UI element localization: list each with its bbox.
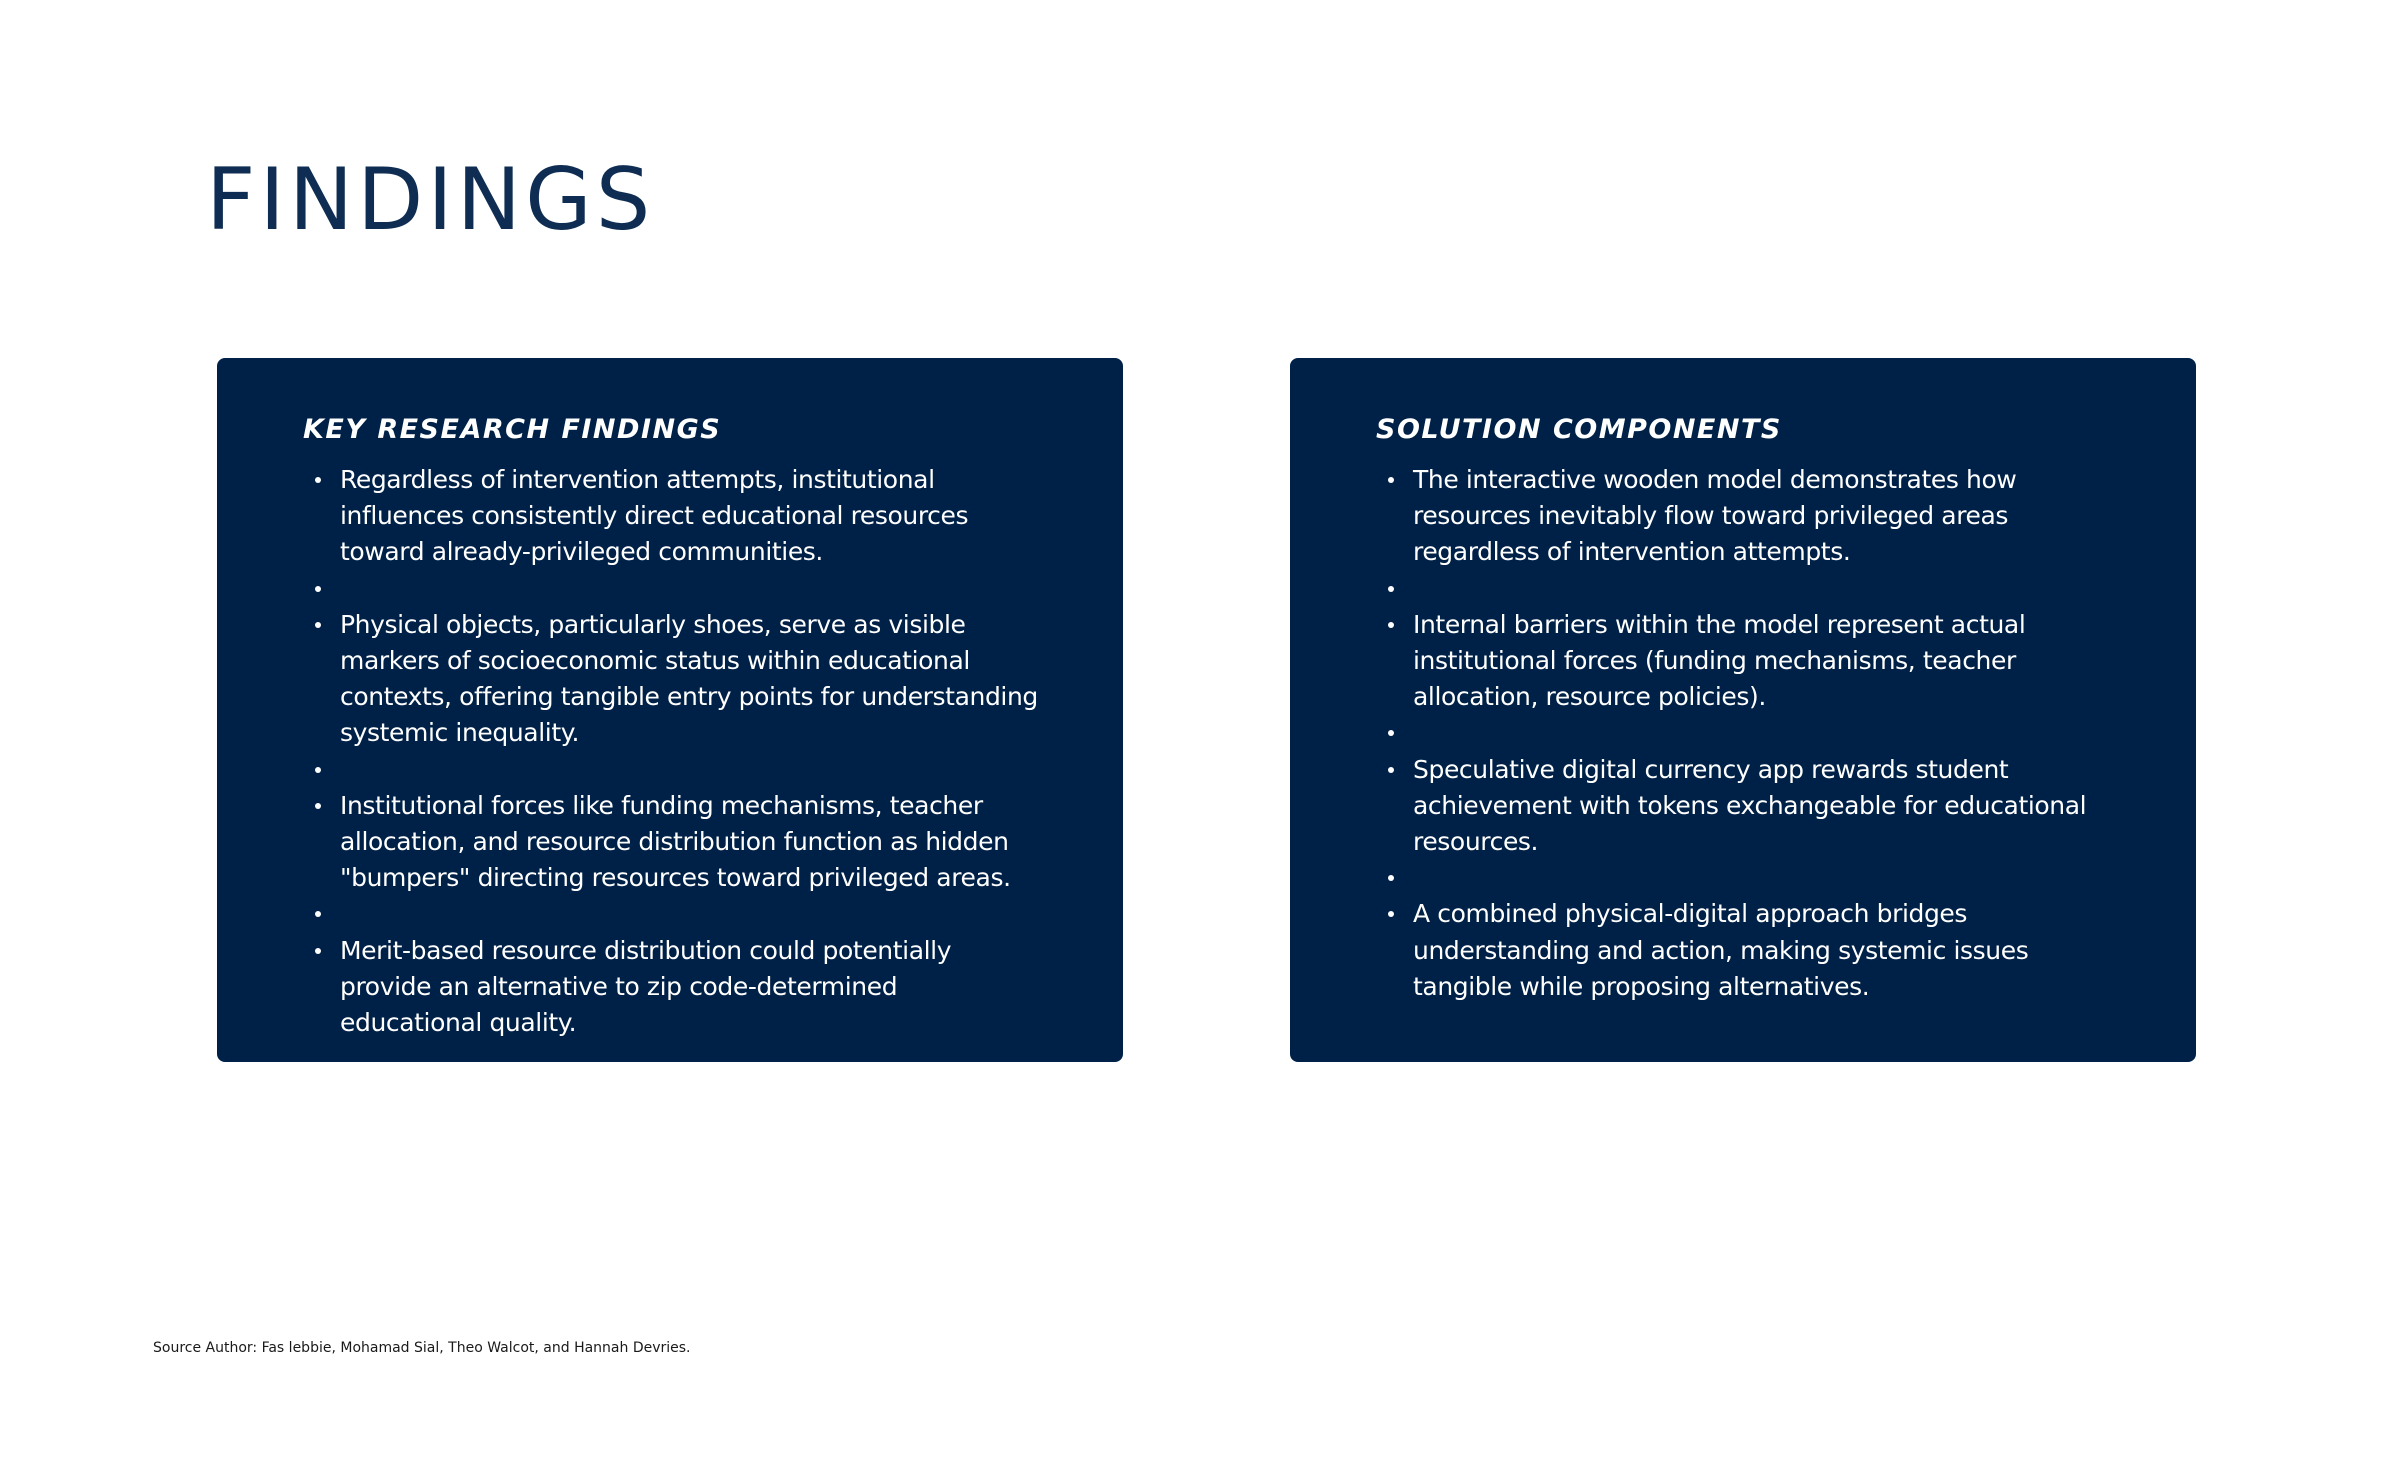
list-item: Speculative digital currency app rewards student achievement with tokens exchangeable for educational resources. bbox=[1376, 752, 2112, 861]
findings-list bbox=[303, 462, 1039, 1041]
page-title: FINDINGS bbox=[206, 150, 655, 250]
list-item: Regardless of intervention attempts, institutional influences consistently direct educational resources toward already-privileged communities. bbox=[303, 462, 1039, 571]
card-heading: SOLUTION COMPONENTS bbox=[1376, 414, 1782, 445]
list-item bbox=[1376, 715, 2112, 751]
list-item bbox=[303, 752, 1039, 788]
source-author-note: Source Author: Fas lebbie, Mohamad Sial, Theo Walcot, and Hannah Devries. bbox=[153, 1340, 691, 1356]
list-item: The interactive wooden model demonstrates how resources inevitably flow toward privileged areas regardless of intervention attempts. bbox=[1376, 462, 2112, 571]
list-item: Institutional forces like funding mechanisms, teacher allocation, and resource distribution function as hidden "bumpers" directing resources toward privileged areas. bbox=[303, 788, 1039, 897]
list-item: Internal barriers within the model represent actual institutional forces (funding mechanisms, teacher allocation, resource policies). bbox=[1376, 607, 2112, 716]
solution-list bbox=[1376, 462, 2112, 1005]
card-heading: KEY RESEARCH FINDINGS bbox=[303, 414, 722, 445]
solution-components-card bbox=[1290, 358, 2196, 1062]
list-item bbox=[1376, 860, 2112, 896]
list-item bbox=[303, 896, 1039, 932]
list-item bbox=[303, 571, 1039, 607]
list-item: Physical objects, particularly shoes, serve as visible markers of socioeconomic status within educational contexts, offering tangible entry points for understanding systemic inequality. bbox=[303, 607, 1039, 752]
list-item bbox=[1376, 571, 2112, 607]
key-research-findings-card bbox=[217, 358, 1123, 1062]
list-item: A combined physical-digital approach bridges understanding and action, making systemic issues tangible while proposing alternatives. bbox=[1376, 896, 2112, 1005]
list-item: Merit-based resource distribution could potentially provide an alternative to zip code-determined educational quality. bbox=[303, 933, 1039, 1042]
